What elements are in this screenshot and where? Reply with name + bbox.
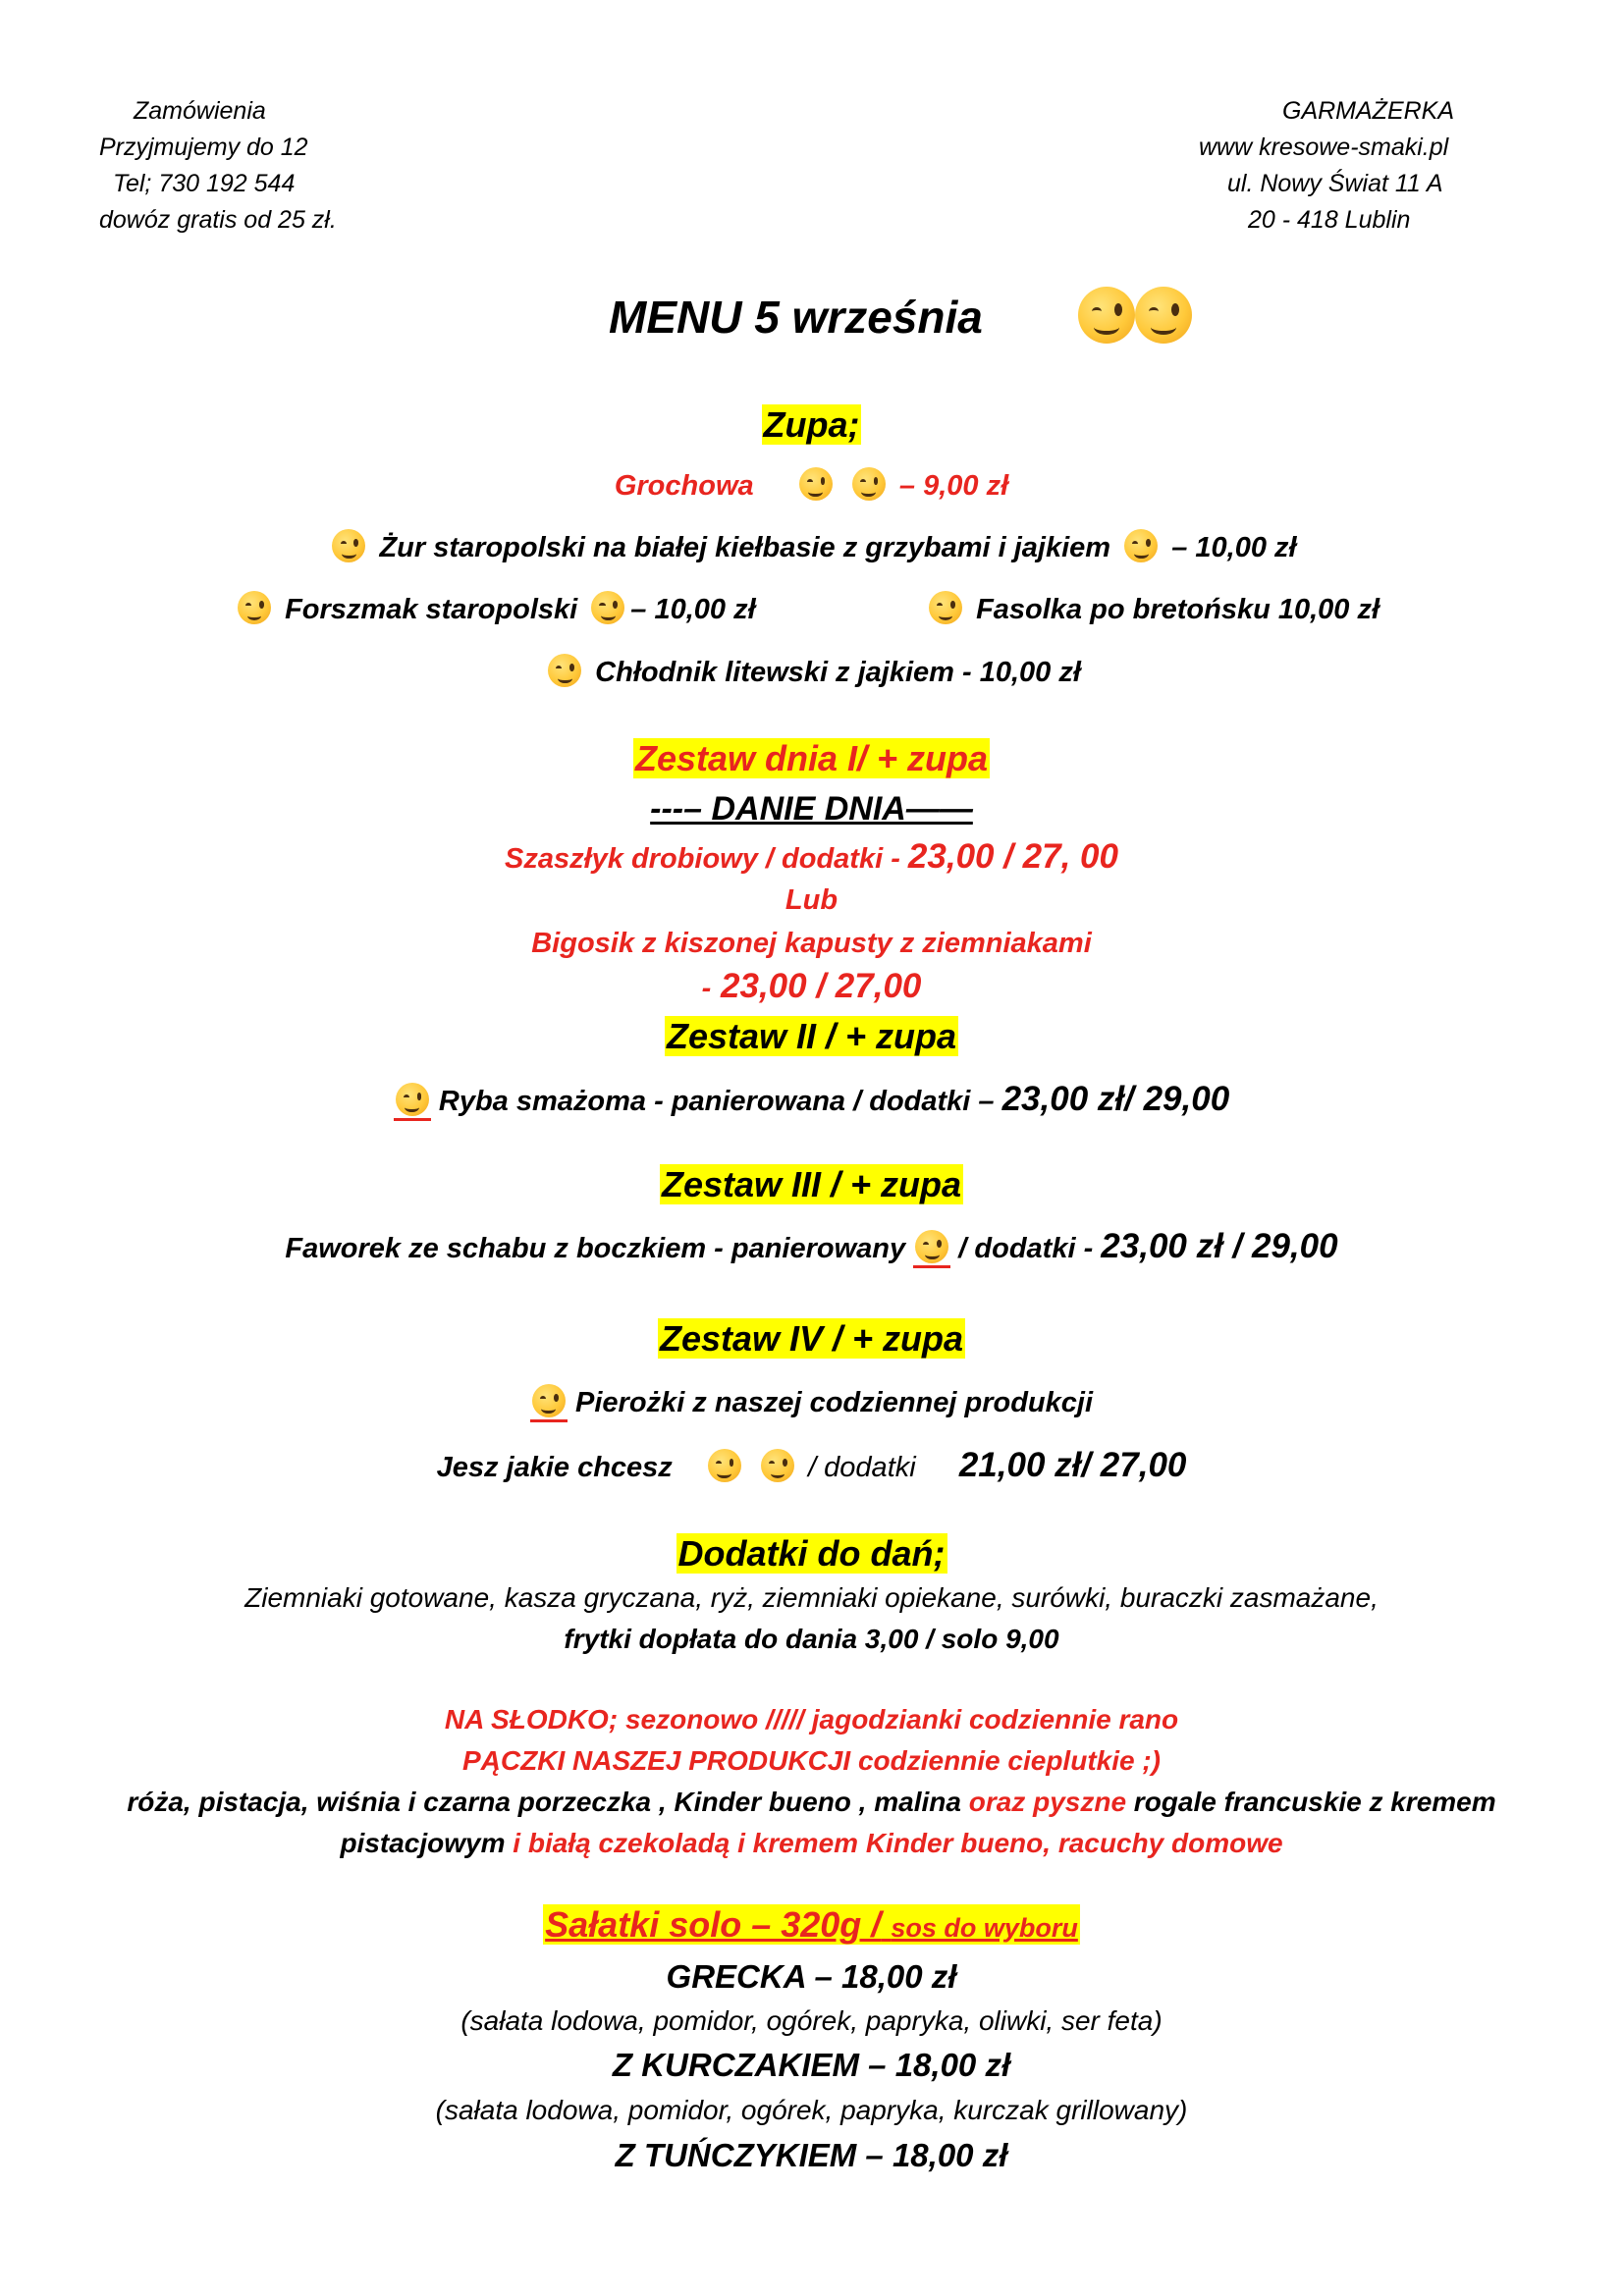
zupa-heading: Zupa; [763,404,860,445]
winking-face-icon [532,1384,566,1417]
page-title: MENU 5 września [609,292,983,343]
faworek-name: Faworek ze schabu z boczkiem - panierowany [285,1233,906,1264]
salatka-tunczyk: Z TUŃCZYKIEM – 18,00 zł [615,2137,1008,2173]
bigosik-price: 23,00 / 27,00 [721,967,922,1005]
zestaw4-line2-row [0,1446,1623,1485]
dodatki-line2: frytki dopłata do dania 3,00 / solo 9,00 [564,1624,1059,1654]
slodko-line4-b: i białą czekoladą i kremem Kinder bueno, racuchy domowe [513,1828,1283,1858]
zupa-zur-row [0,529,1623,564]
salatka-kurczak-desc: (sałata lodowa, pomidor, ogórek, papryka, kurczak grillowany) [435,2095,1188,2125]
winking-face-icon [708,1449,741,1482]
winking-face-icon [799,467,833,501]
zestaw1-heading: Zestaw dnia I/ + zupa [634,738,989,778]
zur-name: Żur staropolski na białej kiełbasie z grzybami i jajkiem [379,532,1111,563]
salatka-grecka: GRECKA – 18,00 zł [666,1958,957,1995]
zestaw3-heading: Zestaw III / + zupa [661,1164,962,1204]
zestaw3-heading-row [0,1164,1623,1205]
grochowa-price: – 9,00 zł [898,470,1009,502]
dodatki-line1: Ziemniaki gotowane, kasza gryczana, ryż, ziemniaki opiekane, surówki, buraczki zasmażane, [244,1582,1379,1613]
zupa-fasolka-row [929,591,1380,626]
salatka-kurczak: Z KURCZAKIEM – 18,00 zł [612,2047,1011,2083]
zestaw2-heading-row [0,1016,1623,1057]
slodko-line1: NA SŁODKO; sezonowo ///// jagodzianki codziennie rano [444,1704,1179,1735]
zestaw4-heading: Zestaw IV / + zupa [659,1318,964,1359]
salatki-heading-main: Sałatki solo – 320g / [545,1904,882,1945]
szaszlyk-name: Szaszłyk drobiowy / dodatki - [505,843,900,875]
zestaw1-item2: Bigosik z kiszonej kapusty z ziemniakami [531,928,1092,959]
faworek-price: 23,00 zł / 29,00 [1101,1227,1338,1265]
zestaw4-item-row [0,1384,1623,1422]
winking-face-icon [548,654,581,687]
winking-face-icon [332,529,365,562]
jesz-label: Jesz jakie chcesz [436,1452,673,1483]
header-right-line4: 20 - 418 Lublin [1248,206,1411,234]
chlodnik-name: Chłodnik litewski z jajkiem - 10,00 zł [595,657,1081,688]
ryba-name: Ryba smażoma - panierowana / dodatki – [438,1086,995,1117]
winking-face-icon [761,1449,794,1482]
zestaw2-item-row [0,1080,1623,1121]
zupa-forszmak-row [238,591,756,626]
winking-face-icon [852,467,886,501]
faworek-suffix: / dodatki - [958,1233,1094,1264]
zupa-chlodnik-row [0,654,1623,689]
header-left-line1: Zamówienia [134,97,266,125]
grochowa-name: Grochowa [614,470,754,502]
header-left-line2: Przyjmujemy do 12 [99,133,308,161]
dodatki-heading: Dodatki do dań; [677,1533,946,1574]
danie-dnia-label: ---– DANIE DNIA—— [650,790,973,828]
salatka-grecka-desc: (sałata lodowa, pomidor, ogórek, papryka, oliwki, ser feta) [460,2005,1163,2036]
emoji-underlined [394,1083,431,1121]
header-left-line3: Tel; 730 192 544 [113,170,296,197]
slodko-line3-b: oraz pyszne [968,1787,1127,1817]
salatki-heading [543,1904,1080,1945]
zestaw4-heading-row [0,1318,1623,1360]
title-emojis [1078,287,1192,344]
emoji-underlined [913,1230,950,1268]
winking-face-icon [1078,287,1135,344]
dodatki-heading-row [0,1533,1623,1575]
danie-dnia-row [0,790,1623,828]
fasolka-name: Fasolka po bretońsku 10,00 zł [976,594,1380,625]
zupa-grochowa-row [0,467,1623,503]
forszmak-price: – 10,00 zł [630,594,756,625]
header-right-line2: www kresowe-smaki.pl [1199,133,1449,161]
slodko-line3-a: róża, pistacja, wiśnia i czarna porzeczka , Kinder bueno , malina [127,1787,961,1817]
szaszlyk-price: 23,00 / 27, 00 [907,837,1118,876]
header-right-line1: GARMAŻERKA [1282,97,1455,125]
zupa-heading-row [0,404,1623,446]
forszmak-name: Forszmak staropolski [285,594,578,625]
slodko-line2: PĄCZKI NASZEJ PRODUKCJI codziennie cieplutkie ;) [462,1745,1161,1776]
winking-face-icon [591,591,624,624]
salatki-heading-sos: sos do wyboru [891,1913,1078,1943]
winking-face-icon [1124,529,1158,562]
emoji-underlined [530,1384,568,1422]
zestaw1-item2-price-row [0,967,1623,1006]
slodko-line4-a: pistacjowym [340,1828,506,1858]
ryba-price: 23,00 zł/ 29,00 [1001,1080,1230,1118]
winking-face-icon [929,591,962,624]
jesz-dodatki: / dodatki [808,1452,916,1483]
zestaw1-heading-row [0,738,1623,779]
salatki-heading-row [0,1904,1623,1946]
header-left-line4: dowóz gratis od 25 zł. [99,206,337,234]
slodko-line4-row [0,1828,1623,1859]
winking-face-icon [1135,287,1192,344]
zestaw3-item-row [0,1227,1623,1268]
slodko-line3-c: rogale francuskie z kremem [1133,1787,1496,1817]
zur-price: – 10,00 zł [1171,532,1297,563]
winking-face-icon [238,591,271,624]
zestaw1-item1-row [0,837,1623,877]
zestaw2-heading: Zestaw II / + zupa [666,1016,957,1056]
pierozki-price: 21,00 zł/ 27,00 [958,1446,1187,1484]
zestaw1-lub: Lub [784,884,839,916]
slodko-line3-row [0,1787,1623,1818]
header-right-line3: ul. Nowy Świat 11 A [1227,170,1443,197]
winking-face-icon [915,1230,948,1263]
pierozki-name: Pierożki z naszej codziennej produkcji [575,1387,1094,1418]
winking-face-icon [396,1083,429,1116]
bigosik-price-dash: - [701,973,712,1004]
